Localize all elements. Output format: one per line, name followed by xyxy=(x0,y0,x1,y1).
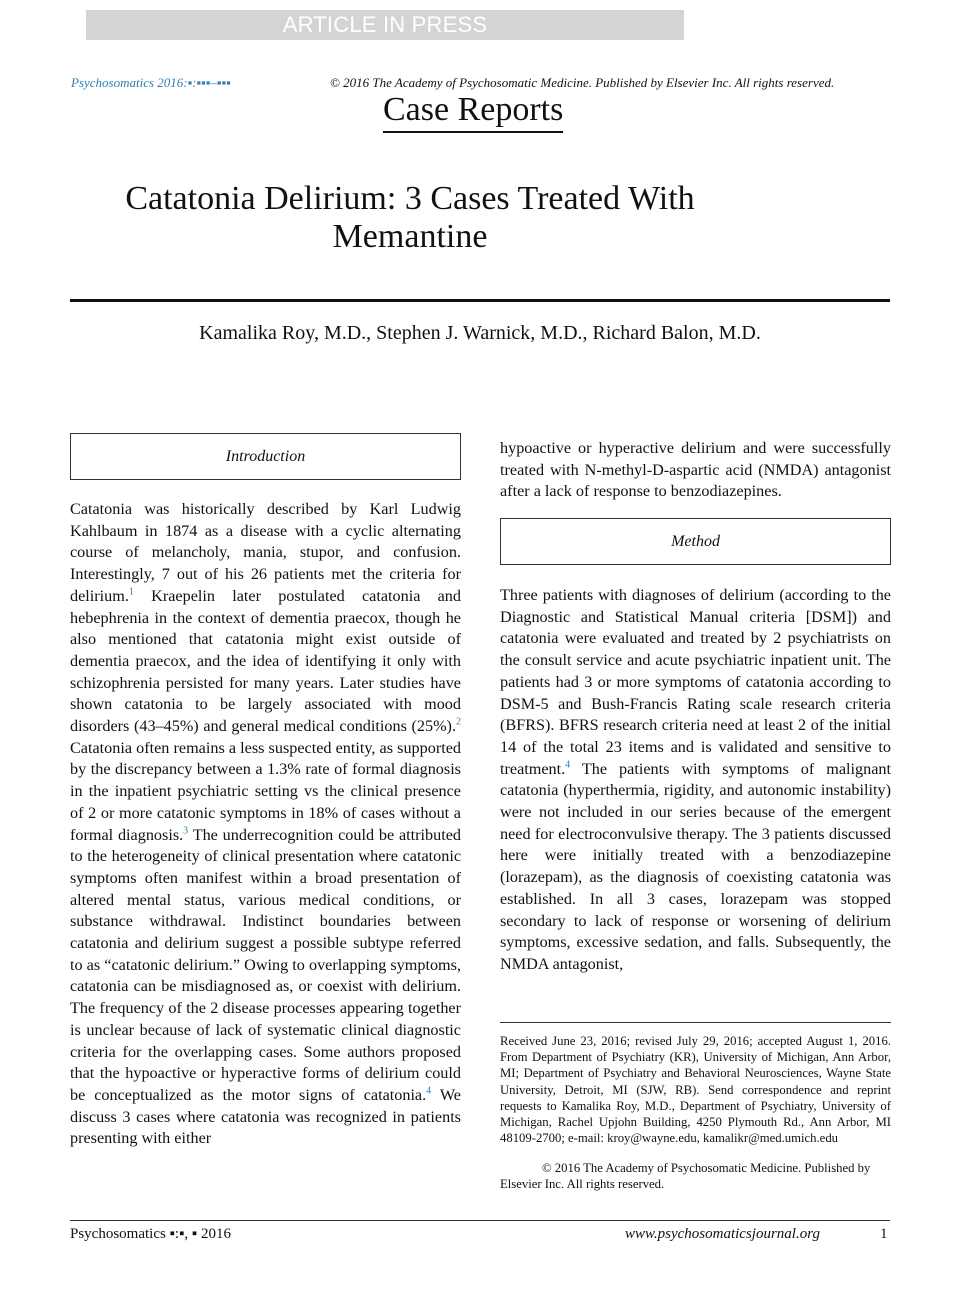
author-list: Kamalika Roy, M.D., Stephen J. Warnick, M.D., Richard Balon, M.D. xyxy=(199,322,761,344)
journal-reference-link[interactable]: Psychosomatics 2016:▪:▪▪▪–▪▪▪ xyxy=(71,75,231,90)
title-divider xyxy=(70,299,890,302)
intro-text-5: We discuss 3 cases where catatonia was recognized in patients presenting with either xyxy=(70,1085,461,1148)
citation-link-3[interactable]: 3 xyxy=(183,825,189,837)
method-text-2: The patients with symptoms of malignant catatonia (hyperthermia, rigidity, and autonomic instability) were not included in our series because of the emergent need for electroconvulsive therapy. The 3 patients discussed here were initially treated with a benzodiazepine (lorazepam), as the diagnosis of coexisting catatonia was established. In all 3 cases, lorazepam was stopped secondary to lack of response or worsening of delirium symptoms, excessive sedation, and falls. Subsequently, the NMDA antagonist, xyxy=(500,759,891,973)
footnote-copyright: © 2016 The Academy of Psychosomatic Medicine. Published by Elsevier Inc. All rights reserved. xyxy=(500,1161,871,1192)
introduction-heading: Introduction xyxy=(70,433,461,480)
method-heading: Method xyxy=(500,518,891,565)
received-footnote: Received June 23, 2016; revised July 29, 2016; accepted August 1, 2016. From Department of Psychiatry (KR), University of Michigan, Ann Arbor, MI; Department of Psychiatry and Behavioral Neurosciences, Wayne State University, Detroit, MI (SJW, RB). Send correspondence and reprint requests to Kamalika Roy, M.D., Department of Psychiatry, University of Michigan, Rachel Upjohn Building, 4250 Plymouth Rd., Ann Arbor, MI 48109-2700; e-mail: kroy@wayne.edu, kamalikr@med.umich.edu xyxy=(500,1034,891,1146)
introduction-continuation: hypoactive or hyperactive delirium and were successfully treated with N-methyl-D-aspartic acid (NMDA) antagonist after a lack of response to benzodiazepines. xyxy=(500,439,891,501)
footer-divider xyxy=(70,1220,890,1221)
journal-url-link[interactable]: www.psychosomaticsjournal.org xyxy=(625,1226,821,1242)
intro-text-1: Catatonia was historically described by Karl Ludwig Kahlbaum in 1874 as a disease with a cyclic alternating course of melancholy, mania, stupor, and confusion. Interestingly, 7 out of his 26 patients met the criteria for delirium. xyxy=(70,500,461,605)
footer-journal: Psychosomatics ▪:▪, ▪ 2016 xyxy=(70,1226,231,1242)
method-text-1: Three patients with diagnoses of delirium (according to the Diagnostic and Statistical Manual criteria [DSM]) and catatonia were evaluated and treated by 2 psychiatrists on the consult service and acute psychiatric inpatient unit. The patients had 3 or more symptoms of catatonia according to DSM-5 and Bush-Francis Rating scale research criteria (BFRS). BFRS research criteria need at least 2 of the initial 14 of the total 23 items and is validated and sensitive to treatment. xyxy=(500,586,891,778)
article-title: Catatonia Delirium: 3 Cases Treated With Memantine xyxy=(125,180,695,255)
header-copyright: © 2016 The Academy of Psychosomatic Medicine. Published by Elsevier Inc. All rights reserved. xyxy=(330,75,835,90)
method-paragraph xyxy=(500,585,891,976)
citation-link-4[interactable]: 4 xyxy=(426,1085,432,1097)
citation-link-2[interactable]: 2 xyxy=(456,716,461,728)
introduction-paragraph xyxy=(70,499,461,1150)
footnote-divider xyxy=(500,1022,891,1023)
citation-link-method-4[interactable]: 4 xyxy=(565,759,571,771)
intro-text-3: Catatonia often remains a less suspected entity, as supported by the discrepancy between a 1.3% rate of formal diagnosis in the inpatient psychiatric setting vs the clinical presence of 2 or more catatonic symptoms in 18% of cases without a formal diagnosis. xyxy=(70,738,461,844)
section-type-heading: Case Reports xyxy=(383,90,563,133)
article-in-press-banner: ARTICLE IN PRESS xyxy=(86,10,684,40)
intro-text-2: Kraepelin later postulated catatonia and hebephrenia in the context of dementia praecox, though he also mentioned that catatonia might exist outside of dementia praecox, and the idea of identifying it only with schizophrenia persisted for many years. Later studies have shown catatonia to be largely associated with mood disorders (43–45%) and general medical conditions (25%). xyxy=(70,586,461,736)
intro-text-4: The underrecognition could be attributed to the heterogeneity of clinical presentation where catatonic symptoms often manifest within a broad presentation of altered mental status, various medical conditions, or substance withdrawal. Indistinct boundaries between catatonia and delirium suggest a possible subtype referred to as “catatonic delirium.” Owing to overlapping symptoms, catatonia can be misdiagnosed as, or coexist with delirium. The frequency of the 2 disease processes appearing together is unclear because of lack of systematic clinical diagnostic criteria for the overlapping cases. Some authors proposed that the hypoactive or hyperactive forms of delirium could be conceptualized as the motor signs of catatonia. xyxy=(70,825,461,1104)
citation-link-1[interactable]: 1 xyxy=(128,586,134,598)
page-number: 1 xyxy=(880,1226,888,1242)
